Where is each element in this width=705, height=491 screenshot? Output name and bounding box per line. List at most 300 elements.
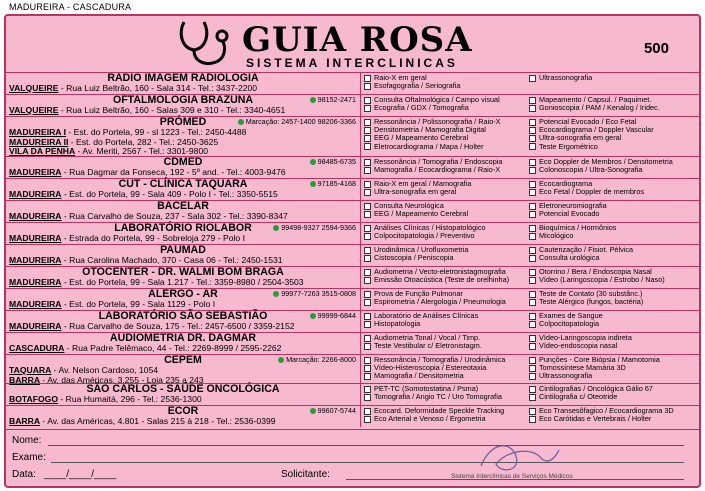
checkbox[interactable] [529, 189, 536, 196]
exam-option[interactable] [364, 202, 529, 210]
address-text: - Rua Carvalho de Souza, 237 - Sala 302 - Tel.: 3390-8347 [61, 211, 288, 221]
checkbox[interactable] [529, 386, 536, 393]
clinic-name: BACELAR [157, 200, 209, 212]
exam-label: Vídeo-Histeroscopia / Estereotaxia [374, 364, 487, 373]
exam-label: Potencial Evocado [539, 210, 600, 219]
clinic-name: CUT - CLÍNICA TAQUARA [118, 178, 248, 190]
exam-option[interactable] [364, 126, 529, 134]
exam-label: PET-TC (Somotostatina / Psma) [374, 385, 479, 393]
whatsapp-icon [310, 408, 316, 414]
clinic-row [6, 116, 699, 156]
exam-option[interactable] [529, 166, 699, 174]
exam-option[interactable] [364, 82, 529, 90]
clinic-phone [310, 312, 356, 320]
clinic-info [6, 406, 361, 427]
clinic-name: CDMED [163, 156, 203, 168]
clinic-phone [278, 356, 356, 364]
exam-checklist [364, 202, 701, 218]
exam-label: Ecocardiograma / Doppler Vascular [539, 126, 654, 135]
clinic-address [9, 212, 357, 222]
exam-label: Cintilografias / Oncológica Gálio 67 [539, 385, 653, 393]
checkbox[interactable] [529, 225, 536, 232]
exam-label: Mamografia / Ecocardiograma / Raio-X [374, 166, 501, 175]
exam-option[interactable] [364, 104, 529, 112]
checkbox[interactable] [529, 143, 536, 150]
address-text: - Rua Luiz Beltrão, 160 - Sala 314 - Tel.: 3437-2200 [58, 83, 258, 93]
exam-option[interactable] [529, 224, 699, 232]
exam-option[interactable] [364, 298, 529, 306]
checkbox[interactable] [364, 365, 371, 372]
clinic-info [6, 179, 361, 200]
exam-option[interactable] [529, 188, 699, 196]
clinic-name: LABORATÓRIO SÃO SEBASTIÃO [98, 310, 268, 322]
checkbox[interactable] [364, 416, 371, 423]
exam-option[interactable] [529, 334, 699, 342]
exam-option[interactable] [529, 298, 699, 306]
clinic-row [6, 383, 699, 405]
clinic-row [6, 178, 699, 200]
checkbox[interactable] [529, 105, 536, 112]
checkbox[interactable] [364, 143, 371, 150]
location-name: MADUREIRA [9, 255, 62, 265]
exam-label: Esofagografia / Seriografia [374, 82, 461, 91]
exam-label: EEG / Mapeamento Cerebral [374, 210, 469, 219]
exam-option[interactable] [529, 342, 699, 350]
exam-option[interactable] [364, 74, 529, 82]
clinic-name: PRÓMED [159, 116, 207, 128]
exam-checklist [364, 158, 701, 174]
exam-option[interactable] [364, 393, 529, 401]
brand-title: GUIA ROSA [242, 20, 473, 60]
exam-option[interactable] [364, 246, 529, 254]
checkbox[interactable] [529, 119, 536, 126]
checkbox[interactable] [529, 373, 536, 380]
whatsapp-icon [238, 119, 244, 125]
checkbox[interactable] [364, 83, 371, 90]
clinic-row [6, 200, 699, 222]
checkbox[interactable] [529, 277, 536, 284]
exam-label: Eletroneuromiografia [539, 202, 607, 210]
exam-label: EEG / Mapeamento Cerebral [374, 134, 469, 143]
address-text: - Est. do Portela, 99 - sl 1223 - Tel.: 2450-4488 [65, 127, 247, 137]
clinic-name: AUDIOMETRIA DR. DAGMAR [109, 332, 257, 344]
exam-label: Colpocitopatologia / Preventivo [374, 232, 475, 241]
clinic-row [6, 72, 699, 94]
exam-option[interactable] [529, 393, 699, 401]
location-name: BARRA [9, 374, 41, 385]
exam-label: Teste Alérgico (fungos, bactéria) [539, 298, 644, 307]
checkbox[interactable] [529, 97, 536, 104]
exam-label: Ressonância / Tomografia / Endoscopia [374, 158, 503, 166]
exam-label: Otorrino / Bera / Endoscopia Nasal [539, 268, 652, 276]
exam-label: Eco Doppler de Membros / Densitometria [539, 158, 673, 166]
phone-text: 99498-9327 2594-9366 [281, 223, 356, 232]
location-name: MADUREIRA [9, 321, 62, 331]
clinic-info [6, 117, 361, 156]
exam-label: Tomografia / Angio TC / Uro Tomografia [374, 393, 502, 402]
clinic-name: ECOR [167, 405, 199, 417]
exam-option[interactable] [529, 407, 699, 415]
clinic-row [6, 244, 699, 266]
exam-option[interactable] [529, 143, 699, 151]
exam-label: Histopatologia [374, 320, 421, 329]
exam-label: Emissão Otoacústica (Teste de orelhinha) [374, 276, 510, 285]
exam-label: Eco Fetal / Doppler de membros [539, 188, 645, 197]
clinic-name: ALERGO - AR [148, 288, 218, 300]
clinic-info [6, 245, 361, 266]
location-name: VALQUEIRE [9, 105, 59, 115]
exam-option[interactable] [529, 312, 699, 320]
address-text: - Rua Carvalho de Souza, 175 - Tel.: 2457-6500 / 3359-2152 [61, 321, 295, 331]
exam-label: Raio-X em geral / Mamografia [374, 180, 472, 188]
checkbox[interactable] [529, 335, 536, 342]
exam-label: Ultrassonografia [539, 372, 593, 381]
exam-checklist [364, 74, 701, 90]
clinic-phone [310, 180, 356, 188]
clinic-row [6, 94, 699, 116]
exam-label: Consulta Oftalmológica / Campo visual [374, 96, 500, 104]
card-number: 500 [643, 40, 669, 57]
location-name: MADUREIRA [9, 211, 62, 221]
checkbox[interactable] [529, 181, 536, 188]
exam-label: Ecografia / GDX / Tomografia [374, 104, 469, 113]
checkbox[interactable] [529, 203, 536, 210]
exam-label: Vídeo-Laringoscopia indireta [539, 334, 632, 342]
exam-option[interactable] [529, 268, 699, 276]
checkbox[interactable] [529, 357, 536, 364]
exam-option[interactable] [529, 385, 699, 393]
exam-option[interactable] [364, 385, 529, 393]
address-text: - Rua Padre Telêmaco, 44 - Tel.: 2269-8999 / 2595-2262 [64, 343, 282, 353]
phone-text: 99607-5744 [317, 406, 356, 415]
exam-option[interactable] [364, 224, 529, 232]
checkbox[interactable] [529, 394, 536, 401]
clinic-address [9, 322, 357, 332]
checkbox[interactable] [364, 357, 371, 364]
exam-option[interactable] [529, 210, 699, 218]
exam-option[interactable] [364, 166, 529, 174]
checkbox[interactable] [364, 247, 371, 254]
clinic-phone [238, 118, 356, 126]
checkbox[interactable] [529, 233, 536, 240]
exam-label: Ressonância / Tomografia / Urodinâmica [374, 356, 506, 364]
whatsapp-icon [310, 181, 316, 187]
location-name: VALQUEIRE [9, 83, 59, 93]
checkbox[interactable] [529, 135, 536, 142]
checkbox[interactable] [529, 269, 536, 276]
checkbox[interactable] [364, 211, 371, 218]
checkbox[interactable] [529, 255, 536, 262]
address-text: - Est. do Portela, 282 - Tel.: 2450-3625 [68, 136, 219, 147]
signature-stamp-icon [471, 436, 566, 476]
exam-option[interactable] [529, 364, 699, 372]
phone-text: 98152-2471 [317, 95, 356, 104]
address-text: - Av. Nelson Cardoso, 1054 [51, 365, 159, 375]
phone-text: 99977-7263 3515-0808 [281, 289, 356, 298]
checkbox[interactable] [364, 277, 371, 284]
whatsapp-icon [273, 291, 279, 297]
address-text: - Rua Dagmar da Fonseca, 192 - 5º and. - Tel.: 4003-9476 [61, 167, 286, 177]
checkbox[interactable] [529, 321, 536, 328]
address-text: - Rua Luiz Beltrão, 160 - Salas 309 e 310 - Tel.: 3340-4651 [58, 105, 286, 115]
exam-label: Audiometria Tonal / Vocal / Timp. [374, 334, 481, 342]
exam-option[interactable] [364, 188, 529, 196]
clinic-info [6, 95, 361, 116]
exam-label: Consulta Neurológica [374, 202, 444, 210]
exam-label: Laboratório de Análises Clínicas [374, 312, 479, 320]
exam-label: Colonoscopia / Ultra-Sonografia [539, 166, 643, 175]
clinic-phone [310, 96, 356, 104]
exam-label: Audiometria / Vecto-eletronistagmografia [374, 268, 506, 276]
exam-checklist [364, 312, 701, 328]
clinic-info [6, 73, 361, 94]
checkbox[interactable] [364, 167, 371, 174]
address-text: - Estrada do Portela, 99 - Sobreloja 279 - Polo I [61, 233, 245, 243]
exam-checklist [364, 385, 701, 401]
location-name: MADUREIRA I [9, 127, 66, 137]
checkbox[interactable] [529, 75, 536, 82]
address-text: - Av. das Américas, 4.801 - Salas 215 à 218 - Tel.: 2536-0399 [40, 416, 276, 426]
clinic-phone [273, 224, 356, 232]
checkbox[interactable] [364, 159, 371, 166]
clinic-address [9, 234, 357, 244]
exam-label: Prova de Função Pulmonar [374, 290, 463, 298]
clinic-phone [273, 290, 356, 298]
exam-label: Cauterização / Fisiot. Pélvica [539, 246, 634, 254]
exam-field[interactable] [51, 462, 684, 463]
clinic-address [9, 256, 357, 266]
exam-option[interactable] [529, 356, 699, 364]
checkbox[interactable] [529, 127, 536, 134]
exam-option[interactable] [529, 290, 699, 298]
exam-option[interactable] [529, 320, 699, 328]
exam-label: Ecocardiograma [539, 180, 593, 188]
guide-card [4, 14, 701, 488]
exam-option[interactable] [364, 210, 529, 218]
exam-label: Urodinâmica / Urofluxometria [374, 246, 469, 254]
clinic-name: SÃO CARLOS - SAÚDE ONCOLÓGICA [86, 383, 280, 395]
checkbox[interactable] [364, 135, 371, 142]
clinic-address [9, 300, 357, 310]
exam-option[interactable] [364, 320, 529, 328]
exam-option[interactable] [529, 246, 699, 254]
exam-label: Mapeamento / Capsul. / Paquimet. [539, 96, 652, 104]
date-field[interactable]: ____/____/____ [44, 469, 117, 480]
exam-option[interactable] [529, 202, 699, 210]
exam-option[interactable] [529, 180, 699, 188]
checkbox[interactable] [529, 416, 536, 423]
checkbox[interactable] [364, 255, 371, 262]
checkbox[interactable] [364, 313, 371, 320]
exam-label: Ultra-sonografia em geral [539, 134, 622, 143]
checkbox[interactable] [364, 291, 371, 298]
whatsapp-icon [278, 357, 284, 363]
clinic-name: RADIO IMAGEM RADIOLOGIA [107, 72, 259, 84]
exam-option[interactable] [364, 364, 529, 372]
exam-option[interactable] [529, 96, 699, 104]
checkbox[interactable] [529, 167, 536, 174]
checkbox[interactable] [529, 343, 536, 350]
exam-checklist [364, 224, 701, 240]
clinic-row [6, 332, 699, 354]
exam-checklist [364, 356, 701, 381]
exam-option[interactable] [364, 356, 529, 364]
date-label: Data: [12, 469, 36, 480]
exam-label: Bioquímica / Hormônios [539, 224, 617, 232]
clinic-phone [310, 407, 356, 415]
checkbox[interactable] [364, 203, 371, 210]
region-label: MADUREIRA - CASCADURA [9, 2, 132, 12]
checkbox[interactable] [529, 159, 536, 166]
exam-option[interactable] [529, 276, 699, 284]
exam-option[interactable] [529, 232, 699, 240]
clinic-row [6, 222, 699, 244]
exam-label: Micológico [539, 232, 574, 241]
clinic-row [6, 266, 699, 288]
checkbox[interactable] [364, 119, 371, 126]
exam-label: Tomossíntese Mamária 3D [539, 364, 626, 373]
exam-option[interactable] [364, 276, 529, 284]
exam-option[interactable] [364, 372, 529, 380]
clinic-address [9, 168, 357, 178]
checkbox[interactable] [364, 269, 371, 276]
address-text: - Rua Carolina Machado, 370 - Casa 06 - Tel.: 2450-1531 [61, 255, 283, 265]
exam-label: Colpocitopatologia [539, 320, 600, 329]
exam-label: Ressonância / Polissonografia / Raio-X [374, 118, 501, 126]
exam-label: Consulta urológica [539, 254, 600, 263]
phone-text: 99999-6844 [317, 311, 356, 320]
exam-option[interactable] [364, 143, 529, 151]
exam-option[interactable] [529, 104, 699, 112]
clinic-name: LABORATÓRIO RIOLABOR [114, 222, 252, 234]
location-name: MADUREIRA [9, 233, 62, 243]
clinic-info [6, 201, 361, 222]
exam-option[interactable] [529, 415, 699, 423]
name-field[interactable] [48, 445, 684, 446]
checkbox[interactable] [364, 386, 371, 393]
exam-option[interactable] [364, 415, 529, 423]
exam-option[interactable] [364, 334, 529, 342]
checkbox[interactable] [364, 97, 371, 104]
checkbox[interactable] [364, 75, 371, 82]
exam-option[interactable] [364, 342, 529, 350]
clinic-info [6, 267, 361, 288]
checkbox[interactable] [529, 313, 536, 320]
clinic-row [6, 405, 699, 427]
exam-label: Ultrassonografia [539, 74, 593, 82]
clinic-name: PAUMAD [160, 244, 206, 256]
stethoscope-icon [176, 18, 236, 70]
exam-checklist [364, 246, 701, 262]
exam-option[interactable] [364, 312, 529, 320]
whatsapp-icon [310, 313, 316, 319]
exam-label: Exame: [12, 452, 46, 463]
checkbox[interactable] [364, 343, 371, 350]
checkbox[interactable] [364, 127, 371, 134]
exam-checklist [364, 118, 701, 151]
checkbox[interactable] [364, 335, 371, 342]
exam-option[interactable] [364, 407, 529, 415]
clinic-address [9, 106, 357, 116]
checkbox[interactable] [529, 365, 536, 372]
exam-option[interactable] [364, 180, 529, 188]
address-text: - Av. das Américas, 3.255 - Loja 235 a 243 [40, 374, 204, 385]
checkbox[interactable] [529, 408, 536, 415]
exam-option[interactable] [529, 158, 699, 166]
clinic-row [6, 354, 699, 383]
clinic-info [6, 355, 361, 383]
exam-label: Teste de Contato (30 substânc.) [539, 290, 643, 298]
checkbox[interactable] [364, 394, 371, 401]
exam-option[interactable] [364, 268, 529, 276]
exam-label: Eco Transesôfagico / Ecocardiograma 3D [539, 407, 674, 415]
checkbox[interactable] [529, 247, 536, 254]
clinic-name: OTOCENTER - DR. WALMI BOM BRAGA [82, 266, 284, 278]
exam-option[interactable] [529, 254, 699, 262]
exam-option[interactable] [529, 118, 699, 126]
exam-checklist [364, 334, 701, 350]
exam-option[interactable] [529, 134, 699, 142]
checkbox[interactable] [364, 321, 371, 328]
checkbox[interactable] [364, 299, 371, 306]
phone-text: 97185-4168 [317, 179, 356, 188]
exam-label: Mamografia / Densitometria [374, 372, 464, 381]
address-text: - Av. Meriti, 2567 - Tel.: 3301-9800 [75, 146, 209, 157]
exam-option[interactable] [529, 74, 699, 82]
exam-option[interactable] [364, 232, 529, 240]
clinic-name: CEPEM [164, 354, 202, 366]
clinic-address [9, 278, 357, 288]
checkbox[interactable] [364, 408, 371, 415]
checkbox[interactable] [529, 291, 536, 298]
checkbox[interactable] [364, 233, 371, 240]
exam-option[interactable] [529, 126, 699, 134]
exam-label: Eco Arterial e Venoso / Ergometria [374, 415, 486, 424]
checkbox[interactable] [364, 373, 371, 380]
exam-label: Teste Ergométrico [539, 142, 598, 151]
exam-label: Densitometria / Mamografia Digital [374, 126, 486, 135]
exam-option[interactable] [364, 96, 529, 104]
exam-option [529, 82, 699, 90]
clinic-address [9, 417, 357, 427]
exam-label: Cintilografia c/ Oteotride [539, 393, 618, 402]
location-name: MADUREIRA [9, 299, 62, 309]
exam-label: Teste Vestibular c/ Eletronistagm. [374, 342, 482, 351]
exam-label: Gonioscopia / PAM / Kenalog / Iridec. [539, 104, 660, 113]
checkbox[interactable] [364, 105, 371, 112]
clinic-info [6, 157, 361, 178]
exam-option[interactable] [364, 254, 529, 262]
exam-option[interactable] [529, 372, 699, 380]
exam-option[interactable] [364, 158, 529, 166]
exam-option[interactable] [364, 118, 529, 126]
exam-option[interactable] [364, 134, 529, 142]
checkbox[interactable] [529, 211, 536, 218]
checkbox[interactable] [364, 181, 371, 188]
checkbox[interactable] [364, 225, 371, 232]
location-name: VILA DA PENHA [9, 146, 76, 157]
clinic-address [9, 84, 357, 94]
exam-option[interactable] [364, 290, 529, 298]
phone-text: 98485-6735 [317, 157, 356, 166]
clinic-row [6, 288, 699, 310]
location-name: BOTAFOGO [9, 394, 59, 404]
exam-label: Punções - Core Biópsia / Mamotomia [539, 356, 660, 364]
checkbox[interactable] [529, 299, 536, 306]
exam-checklist [364, 290, 701, 306]
checkbox[interactable] [364, 189, 371, 196]
location-name: MADUREIRA [9, 189, 62, 199]
